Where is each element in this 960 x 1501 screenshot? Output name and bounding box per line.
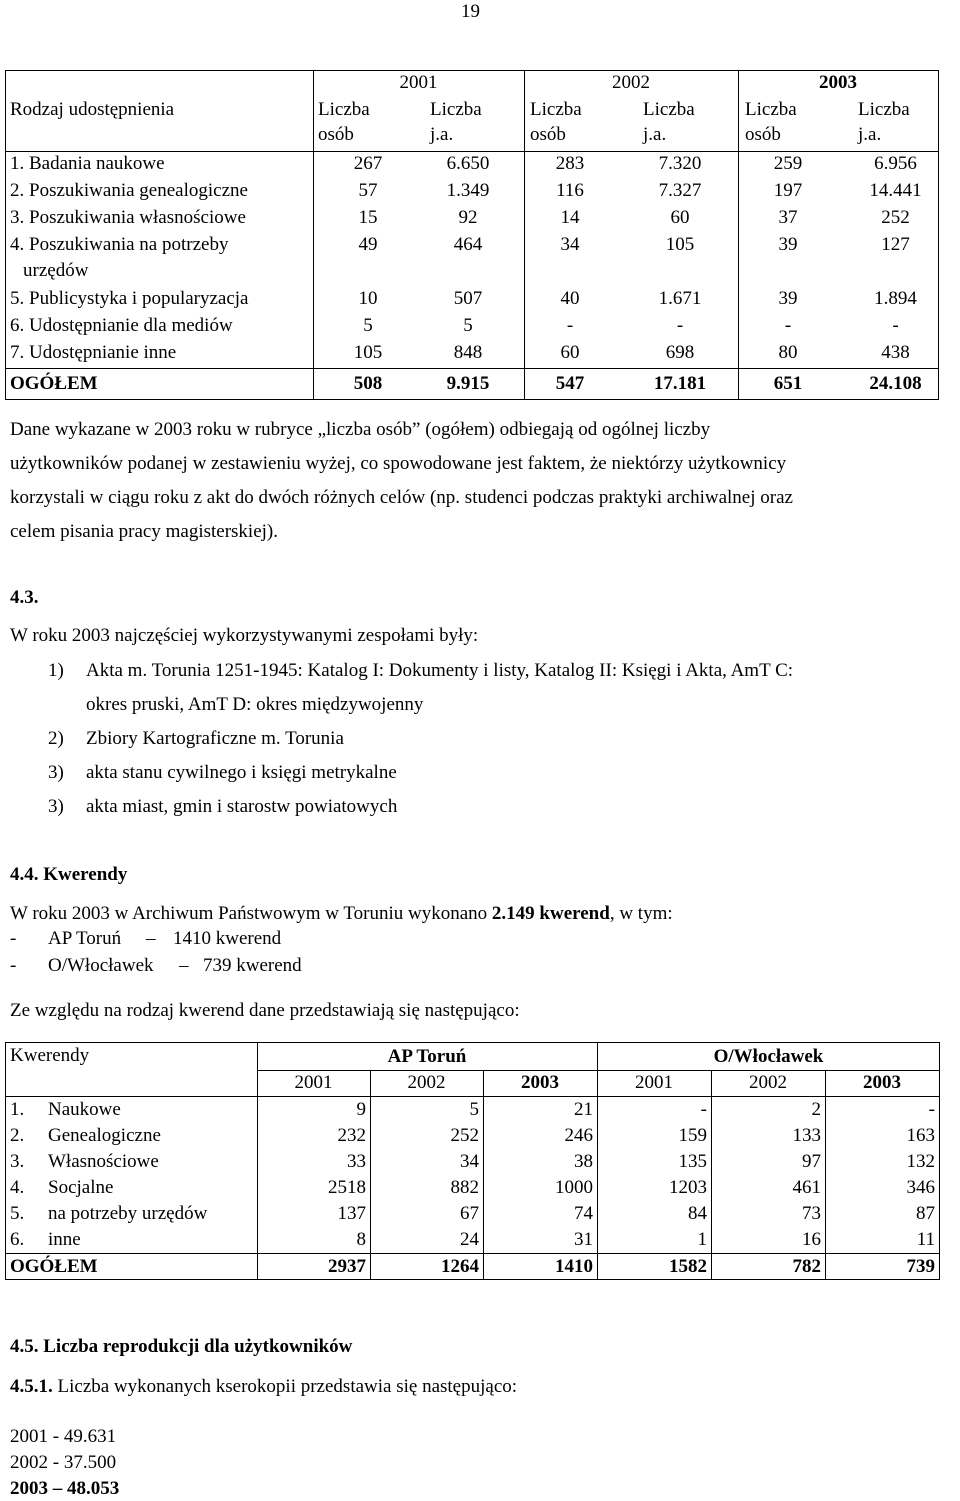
- cell: 7.320: [658, 153, 702, 174]
- note-line: korzystali w ciągu roku z akt do dwóch różnych celów (np. studenci podczas praktyki archiwalnej oraz: [10, 487, 793, 508]
- section-heading: 4.3.: [10, 587, 39, 608]
- cell: 73: [802, 1203, 821, 1224]
- list-item-sep: –: [179, 955, 189, 976]
- cell: 21: [574, 1099, 593, 1120]
- cell: 698: [665, 342, 695, 363]
- copies-entry: 2002 - 37.500: [10, 1452, 117, 1473]
- row-label: Naukowe: [48, 1099, 121, 1120]
- row-number: 4.: [10, 1177, 25, 1198]
- cell: -: [566, 315, 574, 336]
- cell: 5: [469, 1099, 479, 1120]
- list-number: 3): [48, 762, 64, 783]
- cell: 34: [460, 1151, 479, 1172]
- copies-entry: 2003 – 48.053: [10, 1478, 120, 1499]
- list-item-continued: okres pruski, AmT D: okres międzywojenny: [86, 694, 424, 715]
- cell: 97: [802, 1151, 821, 1172]
- table1-year: 2001: [399, 72, 438, 93]
- cell: 60: [560, 342, 580, 363]
- cell: 67: [460, 1203, 479, 1224]
- row-number: 3.: [10, 1151, 25, 1172]
- cell: -: [928, 1099, 935, 1120]
- row-number: 5.: [10, 1203, 25, 1224]
- subheader: j.a.: [858, 124, 882, 145]
- cell: 1000: [555, 1177, 593, 1198]
- cell: 159: [678, 1125, 707, 1146]
- cell: 116: [556, 180, 584, 201]
- cell: 7.327: [658, 180, 702, 201]
- cell: 5: [363, 315, 373, 336]
- cell: 438: [881, 342, 910, 363]
- row-number: 6.: [10, 1229, 25, 1250]
- cell: 80: [778, 342, 798, 363]
- cell: 283: [555, 153, 585, 174]
- cell: 547: [555, 373, 585, 394]
- cell: 267: [353, 153, 383, 174]
- year-header: 2001: [635, 1072, 673, 1093]
- cell: 11: [916, 1229, 935, 1250]
- cell: -: [784, 315, 792, 336]
- subsection-number: 4.5.1.: [10, 1376, 53, 1397]
- cell: 1264: [441, 1256, 479, 1277]
- row-number: 2.: [10, 1125, 25, 1146]
- cell: 24.108: [869, 373, 922, 394]
- cell: 87: [916, 1203, 935, 1224]
- total-label: OGÓŁEM: [10, 373, 98, 394]
- row-label: 2. Poszukiwania genealogiczne: [10, 180, 248, 201]
- list-item-name: AP Toruń: [48, 928, 122, 949]
- cell: 8: [356, 1229, 366, 1250]
- table2-header-label: Kwerendy: [10, 1045, 90, 1066]
- list-number: 1): [48, 660, 64, 681]
- row-label: 3. Poszukiwania własnościowe: [10, 207, 246, 228]
- row-label: inne: [48, 1229, 81, 1250]
- year-header: 2002: [749, 1072, 787, 1093]
- cell: 1410: [555, 1256, 593, 1277]
- subsection-line: [10, 1376, 517, 1398]
- list-dash: -: [10, 928, 17, 949]
- cell: 507: [453, 288, 483, 309]
- cell: 39: [778, 234, 798, 255]
- cell: 882: [450, 1177, 479, 1198]
- cell: 49: [358, 234, 378, 255]
- queries-summary: [10, 903, 673, 925]
- summary-text: W roku 2003 w Archiwum Państwowym w Toruniu wykonano: [10, 903, 492, 924]
- list-item: akta miast, gmin i starostw powiatowych: [86, 796, 398, 817]
- list-item-sep: –: [146, 928, 156, 949]
- subheader: osób: [530, 124, 566, 145]
- cell: 2518: [328, 1177, 366, 1198]
- cell: 14.441: [869, 180, 922, 201]
- cell: -: [700, 1099, 707, 1120]
- cell: 508: [353, 373, 383, 394]
- cell: 9.915: [446, 373, 490, 394]
- row-label: Własnościowe: [48, 1151, 159, 1172]
- total-label: OGÓŁEM: [10, 1256, 98, 1277]
- cell: 163: [906, 1125, 935, 1146]
- cell: 782: [792, 1256, 821, 1277]
- cell: 39: [778, 288, 798, 309]
- row-label: 4. Poszukiwania na potrzeby: [10, 234, 229, 255]
- subheader: Liczba: [858, 99, 910, 120]
- cell: 232: [337, 1125, 366, 1146]
- cell: 16: [802, 1229, 821, 1250]
- summary-text: , w tym:: [609, 903, 673, 924]
- cell: 38: [574, 1151, 593, 1172]
- year-header: 2002: [407, 1072, 446, 1093]
- cell: 34: [560, 234, 580, 255]
- section-heading: 4.4. Kwerendy: [10, 864, 128, 885]
- cell: -: [676, 315, 684, 336]
- cell: 24: [460, 1229, 479, 1250]
- subheader: Liczba: [430, 99, 482, 120]
- cell: 127: [881, 234, 910, 255]
- cell: 17.181: [653, 373, 707, 394]
- cell: 6.956: [874, 153, 917, 174]
- table1-year: 2003: [819, 72, 857, 93]
- cell: 1582: [669, 1256, 707, 1277]
- section-intro: W roku 2003 najczęściej wykorzystywanymi zespołami były:: [10, 625, 479, 646]
- subheader: Liczba: [318, 99, 370, 120]
- row-label: Socjalne: [48, 1177, 114, 1198]
- cell: 197: [773, 180, 803, 201]
- cell: 10: [358, 288, 378, 309]
- cell: 57: [358, 180, 378, 201]
- year-header: 2003: [863, 1072, 901, 1093]
- cell: 135: [678, 1151, 707, 1172]
- table1-year: 2002: [612, 72, 650, 93]
- row-label: 7. Udostępnianie inne: [10, 342, 177, 363]
- cell: 74: [574, 1203, 593, 1224]
- row-label: 5. Publicystyka i popularyzacja: [10, 288, 249, 309]
- list-number: 3): [48, 796, 64, 817]
- cell: 2: [811, 1099, 821, 1120]
- cell: 1.671: [658, 288, 702, 309]
- note-line: celem pisania pracy magisterskiej).: [10, 521, 279, 542]
- cell: 1.349: [446, 180, 490, 201]
- cell: 137: [337, 1203, 366, 1224]
- subsection-text: Liczba wykonanych kserokopii przedstawia się następująco:: [52, 1376, 518, 1397]
- cell: 252: [450, 1125, 479, 1146]
- copies-entry: 2001 - 49.631: [10, 1426, 117, 1447]
- cell: 6.650: [446, 153, 490, 174]
- group-header: AP Toruń: [387, 1046, 467, 1067]
- cell: 105: [665, 234, 695, 255]
- cell: 252: [881, 207, 910, 228]
- section-heading: 4.5. Liczba reprodukcji dla użytkowników: [10, 1336, 353, 1357]
- cell: 1.894: [874, 288, 917, 309]
- cell: 9: [356, 1099, 366, 1120]
- year-header: 2003: [521, 1072, 559, 1093]
- cell: 60: [670, 207, 690, 228]
- subheader: osób: [745, 124, 781, 145]
- cell: 15: [358, 207, 378, 228]
- cell: 40: [560, 288, 580, 309]
- note-line: użytkowników podanej w zestawieniu wyżej, co spowodowane jest faktem, że niektórzy użytkownicy: [10, 453, 787, 474]
- cell: 651: [773, 373, 803, 394]
- subheader: Liczba: [643, 99, 695, 120]
- cell: 105: [353, 342, 383, 363]
- note-line: Dane wykazane w 2003 roku w rubryce „liczba osób” (ogółem) odbiegają od ogólnej liczby: [10, 419, 711, 440]
- summary-total: 2.149 kwerend: [491, 903, 610, 924]
- cell: 259: [773, 153, 803, 174]
- cell: 346: [906, 1177, 935, 1198]
- cell: 37: [778, 207, 798, 228]
- cell: 1: [697, 1229, 707, 1250]
- cell: 1203: [669, 1177, 707, 1198]
- list-item-value: 739 kwerend: [203, 955, 302, 976]
- row-label: 1. Badania naukowe: [10, 153, 165, 174]
- row-label: 6. Udostępnianie dla mediów: [10, 315, 233, 336]
- list-item: Zbiory Kartograficzne m. Torunia: [86, 728, 344, 749]
- cell: 92: [458, 207, 478, 228]
- cell: 848: [453, 342, 483, 363]
- list-item: akta stanu cywilnego i księgi metrykalne: [86, 762, 397, 783]
- subheader: Liczba: [745, 99, 797, 120]
- cell: 739: [906, 1256, 935, 1277]
- list-dash: -: [10, 955, 17, 976]
- row-label-continued: urzędów: [23, 260, 89, 281]
- cell: 14: [560, 207, 580, 228]
- list-number: 2): [48, 728, 64, 749]
- page-number: 19: [461, 1, 480, 22]
- year-header: 2001: [294, 1072, 333, 1093]
- subheader: Liczba: [530, 99, 582, 120]
- table-intro: Ze względu na rodzaj kwerend dane przedstawiają się następująco:: [10, 1000, 520, 1021]
- cell: 5: [463, 315, 473, 336]
- list-item-value: 1410 kwerend: [173, 928, 282, 949]
- cell: 84: [688, 1203, 707, 1224]
- subheader: j.a.: [643, 124, 667, 145]
- cell: 246: [564, 1125, 593, 1146]
- cell: 464: [453, 234, 483, 255]
- list-item: Akta m. Torunia 1251-1945: Katalog I: Dokumenty i listy, Katalog II: Księgi i Akta, AmT C:: [86, 660, 794, 681]
- subheader: j.a.: [430, 124, 454, 145]
- row-label: Genealogiczne: [48, 1125, 161, 1146]
- cell: 2937: [328, 1256, 366, 1277]
- cell: -: [892, 315, 899, 336]
- subheader: osób: [318, 124, 354, 145]
- table1-header-label: Rodzaj udostępnienia: [10, 99, 175, 120]
- row-label: na potrzeby urzędów: [48, 1203, 208, 1224]
- row-number: 1.: [10, 1099, 25, 1120]
- cell: 31: [574, 1229, 593, 1250]
- cell: 33: [347, 1151, 366, 1172]
- group-header: O/Włocławek: [713, 1046, 824, 1067]
- cell: 461: [792, 1177, 821, 1198]
- cell: 133: [792, 1125, 821, 1146]
- list-item-name: O/Włocławek: [48, 955, 154, 976]
- cell: 132: [906, 1151, 935, 1172]
